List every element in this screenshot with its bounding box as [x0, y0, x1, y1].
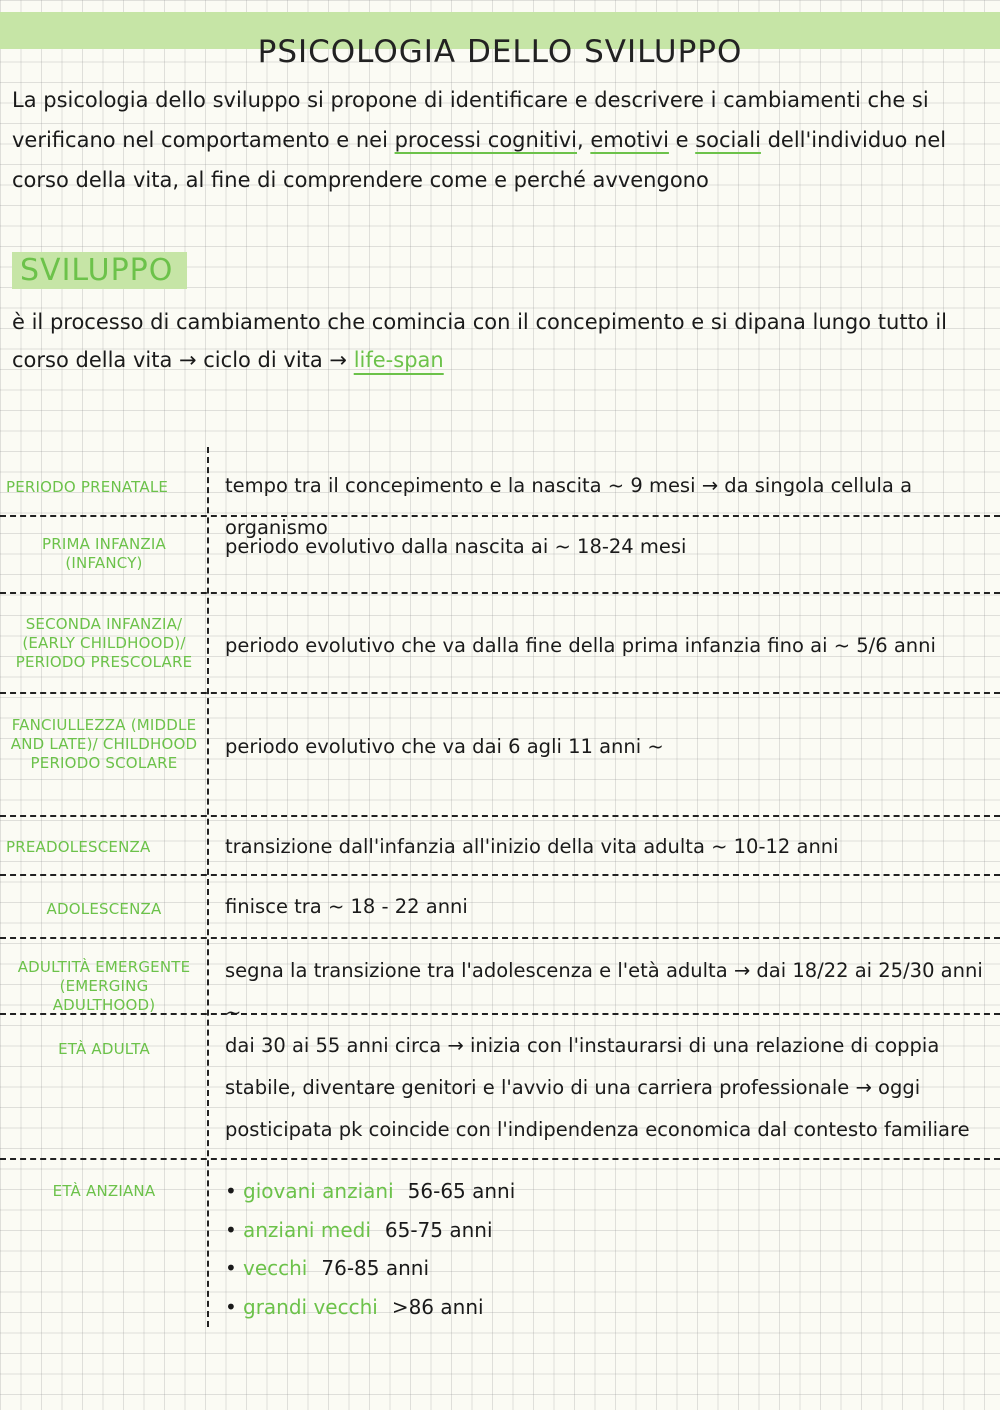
period-description: segna la transizione tra l'adolescenza e l'età adulta → dai 18/22 ai 25/30 anni ~ [225, 959, 983, 1024]
period-description: dai 30 ai 55 anni circa → inizia con l'instaurarsi di una relazione di coppia stabile, diventare genitori e l'avvio di una carriera professionale → oggi posticipata pk coincide con l'indipendenza economica dal contesto familiare [225, 1034, 970, 1141]
row-divider [0, 937, 1000, 939]
bullet: • [225, 1294, 237, 1319]
intro-highlight-cognitive: processi cognitivi [394, 128, 577, 152]
row-divider [0, 874, 1000, 876]
section-heading: SVILUPPO [12, 252, 187, 289]
period-description: periodo evolutivo che va dai 6 agli 11 anni ~ [225, 735, 664, 758]
period-description: periodo evolutivo che va dalla fine della prima infanzia fino ai ~ 5/6 anni [225, 634, 936, 657]
period-name: PREADOLESCENZA [6, 838, 151, 856]
period-name: PRIMA INFANZIA (INFANCY) [41, 535, 166, 572]
page-title: PSICOLOGIA DELLO SVILUPPO [257, 33, 743, 70]
period-description: periodo evolutivo dalla nascita ai ~ 18-24 mesi [225, 535, 687, 558]
definition-text: è il processo di cambiamento che comincia con il concepimento e si dipana lungo tutto il corso della vita → ciclo di vita → [12, 310, 947, 372]
bullet: • [225, 1256, 237, 1280]
bullet: • [225, 1217, 237, 1242]
row-divider [0, 592, 1000, 594]
group-range: 65-75 anni [384, 1217, 493, 1242]
group-label: anziani medi [243, 1217, 371, 1242]
period-name: ETÀ ANZIANA [52, 1182, 156, 1200]
intro-text: La psicologia dello sviluppo si propone di identificare e descrivere i cambiamenti che si verificano nel comportamento e nei [12, 88, 929, 152]
intro-text: , [577, 128, 591, 152]
row-divider [0, 692, 1000, 694]
list-item [225, 1211, 515, 1250]
intro-text: dell'individuo nel corso della vita, al fine di comprendere come e perché avvengono [12, 128, 947, 192]
bullet: • [225, 1179, 237, 1203]
group-label: vecchi [243, 1256, 308, 1280]
list-item [225, 1288, 515, 1327]
group-range: 56-65 anni [407, 1179, 516, 1203]
period-description: tempo tra il concepimento e la nascita ~ 9 mesi → da singola cellula a organismo [225, 474, 913, 539]
period-name: FANCIULLEZZA (MIDDLE AND LATE)/ CHILDHOOD PERIODO SCOLARE [10, 716, 198, 772]
intro-text: e [668, 128, 696, 152]
table-column-divider [207, 447, 209, 1327]
period-name: ADOLESCENZA [46, 900, 162, 918]
list-item [225, 1249, 515, 1288]
period-name: SECONDA INFANZIA/ (EARLY CHILDHOOD)/ PERIODO PRESCOLARE [15, 615, 193, 671]
period-name: ETÀ ADULTA [58, 1040, 150, 1058]
group-range: >86 anni [391, 1294, 484, 1319]
life-span-term: life-span [353, 348, 444, 372]
period-name: ADULTITÀ EMERGENTE (EMERGING ADULTHOOD) [17, 958, 191, 1014]
elderly-groups-list [225, 1172, 515, 1326]
group-range: 76-85 anni [321, 1256, 430, 1280]
group-label: grandi vecchi [243, 1294, 378, 1319]
intro-paragraph [12, 80, 987, 200]
period-name: PERIODO PRENATALE [6, 478, 169, 496]
intro-highlight-social: sociali [695, 128, 761, 152]
definition-paragraph [12, 303, 987, 379]
list-item [225, 1172, 515, 1211]
row-divider [0, 1158, 1000, 1160]
row-divider [0, 815, 1000, 817]
group-label: giovani anziani [243, 1179, 394, 1203]
period-description: transizione dall'infanzia all'inizio della vita adulta ~ 10-12 anni [225, 835, 839, 858]
intro-highlight-emotional: emotivi [590, 128, 669, 152]
period-description: finisce tra ~ 18 - 22 anni [225, 895, 468, 918]
